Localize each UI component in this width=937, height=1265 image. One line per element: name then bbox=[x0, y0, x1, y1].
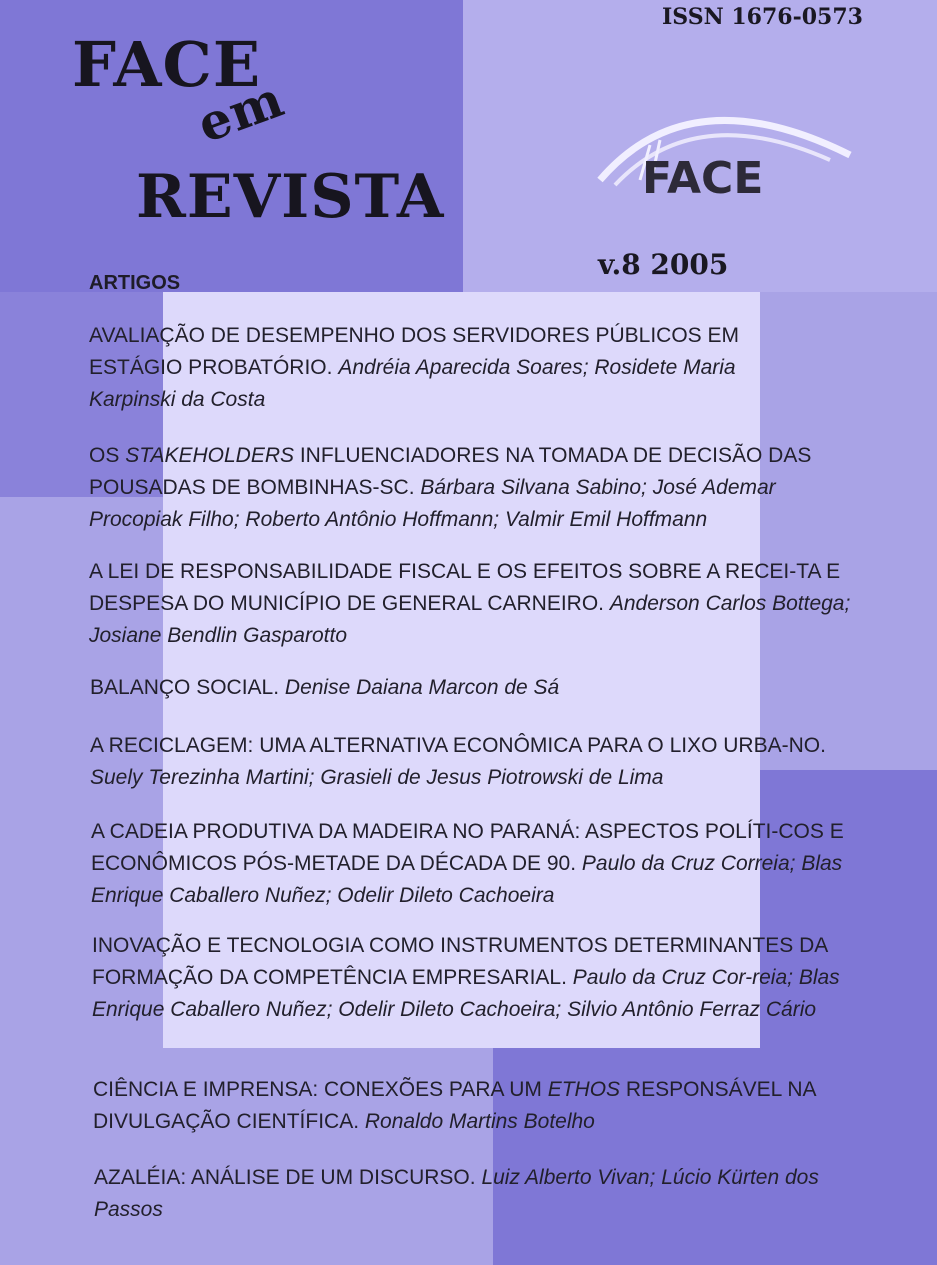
article-authors: Luiz Alberto Vivan; Lúcio Kürten dos Passos bbox=[94, 1166, 819, 1221]
journal-title-face: FACE bbox=[72, 28, 262, 101]
article-title-italic: ETHOS bbox=[547, 1078, 621, 1101]
article-entry bbox=[93, 1074, 838, 1138]
article-authors: Ronaldo Martins Botelho bbox=[364, 1110, 595, 1133]
article-title: INFLUENCIADORES NA TOMADA DE DECISÃO DAS POUSADAS DE BOMBINHAS-SC. bbox=[89, 444, 812, 499]
article-authors: Bárbara Silvana Sabino; José Ademar Procopiak Filho; Roberto Antônio Hoffmann; Valmir Emil Hoffmann bbox=[89, 476, 776, 531]
article-title: A CADEIA PRODUTIVA DA MADEIRA NO PARANÁ: ASPECTOS POLÍTI-COS E ECONÔMICOS PÓS-METADE DA DÉCADA DE 90. bbox=[91, 820, 844, 875]
article-authors: Paulo da Cruz Cor-reia; Blas Enrique Caballero Nuñez; Odelir Dileto Cachoeira; Silvio Antônio Ferraz Cário bbox=[92, 966, 840, 1021]
article-entry bbox=[94, 1162, 834, 1226]
article-title: A LEI DE RESPONSABILIDADE FISCAL E OS EFEITOS SOBRE A RECEI-TA E DESPESA DO MUNICÍPIO DE GENERAL CARNEIRO. bbox=[89, 560, 841, 615]
article-title: AZALÉIA: ANÁLISE DE UM DISCURSO. bbox=[94, 1166, 476, 1189]
article-authors: Paulo da Cruz Correia; Blas Enrique Caballero Nuñez; Odelir Dileto Cachoeira bbox=[91, 852, 843, 907]
article-title: CIÊNCIA E IMPRENSA: CONEXÕES PARA UM bbox=[93, 1078, 548, 1101]
article-entry bbox=[89, 556, 859, 652]
article-entry bbox=[89, 440, 854, 536]
article-title: INOVAÇÃO E TECNOLOGIA COMO INSTRUMENTOS DETERMINANTES DA FORMAÇÃO DA COMPETÊNCIA EMPRESARIAL. bbox=[92, 934, 828, 989]
article-title: A RECICLAGEM: UMA ALTERNATIVA ECONÔMICA PARA O LIXO URBA-NO. bbox=[90, 734, 826, 757]
volume-year: v.8 2005 bbox=[598, 248, 729, 281]
logo-text: FACE bbox=[642, 153, 764, 204]
article-entry bbox=[90, 730, 835, 794]
section-heading: ARTIGOS bbox=[89, 272, 181, 294]
article-authors: Denise Daiana Marcon de Sá bbox=[284, 676, 560, 699]
article-entry bbox=[92, 930, 852, 1026]
article-title: BALANÇO SOCIAL. bbox=[90, 676, 280, 699]
journal-title-em: em bbox=[189, 68, 292, 154]
article-authors: Anderson Carlos Bottega; Josiane Bendlin Gasparotto bbox=[89, 592, 851, 647]
article-title-italic: STAKEHOLDERS bbox=[125, 444, 295, 467]
article-entry bbox=[89, 320, 809, 416]
issn: ISSN 1676-0573 bbox=[662, 4, 863, 30]
article-authors: Andréia Aparecida Soares; Rosidete Maria Karpinski da Costa bbox=[89, 356, 736, 411]
article-title: AVALIAÇÃO DE DESEMPENHO DOS SERVIDORES PÚBLICOS EM ESTÁGIO PROBATÓRIO. bbox=[89, 324, 739, 379]
article-title: OS bbox=[89, 444, 126, 467]
article-authors: Suely Terezinha Martini; Grasieli de Jesus Piotrowski de Lima bbox=[90, 766, 664, 789]
journal-title-revista: REVISTA bbox=[136, 162, 445, 232]
article-title: RESPONSÁVEL NA DIVULGAÇÃO CIENTÍFICA. bbox=[93, 1078, 816, 1133]
article-entry bbox=[91, 816, 856, 912]
article-entry bbox=[90, 672, 850, 704]
